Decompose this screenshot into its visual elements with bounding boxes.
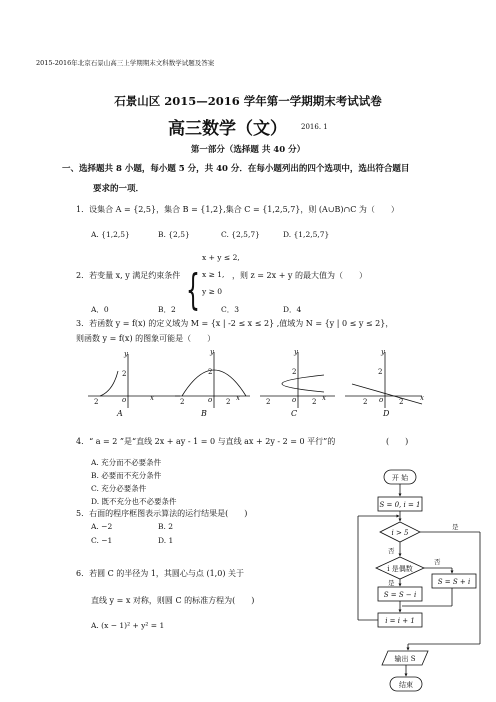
graph-c-tick-y2: 2 [292,368,297,376]
section-instruction: 一、选择题共 8 小题，每小题 5 分，共 40 分．在每小题列出的四个选项中，选出符合题目 [62,164,410,174]
graph-b-x-label: x [236,394,240,402]
q4-option-a: A. 充分而不必要条件 [91,458,162,467]
q2-option-d: D．4 [283,305,302,314]
subject-date: 2016. 1 [301,123,328,131]
graph-c-label: C [291,409,298,418]
part-title: 第一部分（选择题 共 40 分） [190,145,306,155]
flow-no-label: 否 [388,547,395,555]
exam-title: 石景山区 2015—2016 学年第一学期期末考试试卷 [114,94,382,108]
graph-c-tick-x-neg2: 2 [266,398,271,406]
q2-option-a: A．0 [91,305,109,314]
q5-option-a: A. −2 [91,522,113,531]
flow-cond-label: i > 5 [391,529,409,537]
q1-option-c: C. {2,5,7} [221,230,260,239]
question-2-suffix: ，则 z = 2x + y 的最大值为（ ） [232,271,367,280]
q5-option-c: C. −1 [91,536,113,545]
graph-d-tick-y2: 2 [378,368,383,376]
q2-constraint-2: x ≥ 1, [202,270,225,279]
q4-option-c: C. 充分必要条件 [91,484,147,493]
graph-a-tick-x-neg2: 2 [94,398,99,406]
flow-end-label: 结束 [399,681,413,689]
question-3-line2: 则函数 y = f(x) 的图象可能是（ ） [76,334,216,343]
graph-d-tick-x2: 2 [399,398,404,406]
question-6-line1: 6．若圆 C 的半径为 1，其圆心与点 (1,0) 关于 [76,569,244,578]
graph-a-curve [100,371,118,396]
graph-b-y-label: y [210,348,214,356]
q2-option-c: C．3 [221,305,240,314]
graph-a-origin: o [122,396,127,404]
question-2-prefix: 2．若变量 x, y 满足约束条件 [76,271,181,280]
flow-sub-label: S = S − i [383,591,417,599]
graph-b-label: B [201,409,207,418]
q4-option-d: D. 既不充分也不必要条件 [91,497,177,506]
graph-a-tick-y2: 2 [122,370,127,378]
graph-b-tick-x-neg2: 2 [180,398,185,406]
q1-option-b: B. {2,5} [158,230,190,239]
doc-header: 2015-2016年北京石景山高三上学期期末文科数学试题及答案 [36,59,215,67]
q2-constraint-1: x + y ≤ 2, [202,253,240,262]
flow-inc-label: i = i + 1 [385,617,415,625]
q2-constraint-3: y ≥ 0 [202,287,223,296]
graph-c-origin: o [292,396,297,404]
question-5: 5．右面的程序框图表示算法的运行结果是( ) [76,509,248,518]
graph-a-label: A [117,409,123,418]
question-1: 1．设集合 A = {2,5}，集合 B = {1,2},集合 C = {1,2,5,7}，则 (A∪B)∩C 为（ ） [76,205,399,214]
question-3-line1: 3．若函数 y = f(x) 的定义域为 M = {x | -2 ≤ x ≤ 2} ,值域为 N = {y | 0 ≤ y ≤ 2}， [76,319,394,328]
flow-yes2-label: 是 [388,579,395,587]
section-instruction-continued: 要求的一项． [93,184,145,194]
q5-option-b: B. 2 [158,522,174,531]
graph-d-label: D [383,409,390,418]
flow-parity-label: i 是偶数 [387,565,413,573]
flow-no2-label: 否 [434,558,441,566]
graph-a-y-label: y [124,350,128,358]
q1-option-d: D. {1,2,5,7} [283,230,330,239]
question-4: 4．“ a = 2 ”是“直线 2x + ay - 1 = 0 与直线 ax + 2y - 2 = 0 平行”的 [76,437,336,446]
flow-start-label: 开 始 [391,474,409,482]
graph-c-x-label: x [322,394,326,402]
graph-d-x-label: x [420,394,424,402]
graph-c-tick-x2: 2 [312,398,317,406]
graph-a-x-label: x [150,394,154,402]
q3-graphs [80,346,440,422]
question-4-paren: ( ) [386,437,409,446]
graph-d-y-label: y [381,348,385,356]
graph-c-y-label: y [294,348,298,356]
q2-option-b: B．2 [158,305,176,314]
q4-option-b: B. 必要而不充分条件 [91,471,162,480]
graph-b-tick-y2: 2 [208,368,213,376]
flow-yes-label: 是 [452,523,459,531]
subject-title: 高三数学（文） [168,119,287,139]
graph-c-curve [282,375,324,392]
q6-option-a: A. (x − 1)² + y² = 1 [91,621,165,630]
graph-d-tick-x-neg2: 2 [363,398,368,406]
q1-option-a: A. {1,2,5} [91,230,130,239]
graph-d-origin: o [379,396,384,404]
q5-option-d: D. 1 [158,536,174,545]
graph-b-tick-x2: 2 [226,398,231,406]
question-6-line2: 直线 y = x 对称，则圆 C 的标准方程为( ) [91,596,255,605]
flow-add-label: S = S + i [437,578,471,586]
graph-b-origin: o [208,396,213,404]
flow-init-label: S = 0, i = 1 [379,501,421,509]
flowchart [348,468,486,700]
brace-symbol: { [186,268,200,316]
flow-output-label: 输出 S [394,655,416,663]
